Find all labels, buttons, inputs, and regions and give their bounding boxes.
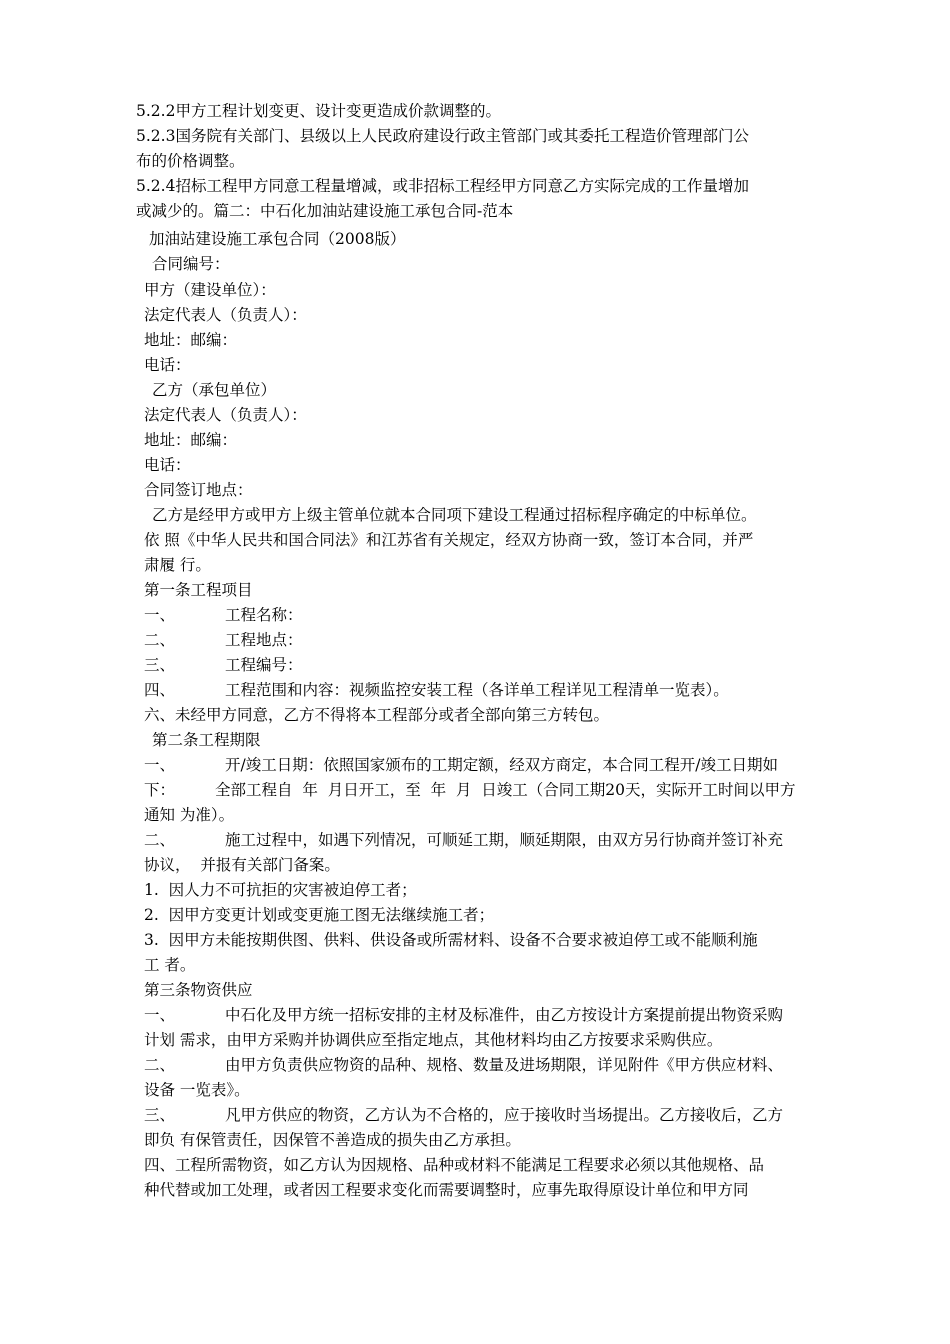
text-line: 计划 需求，由甲方采购并协调供应至指定地点，其他材料均由乙方按要求采购供应。 xyxy=(144,1031,723,1049)
text-line: 合同编号： xyxy=(152,255,230,273)
text-line: 通知 为准）。 xyxy=(144,806,235,824)
list-marker: 二、 xyxy=(144,1056,176,1074)
text-line: 法定代表人（负责人）： xyxy=(144,306,307,324)
text-line: 乙方（承包单位） xyxy=(152,381,277,399)
text-line: 设备 一览表》。 xyxy=(144,1081,250,1099)
list-item xyxy=(144,830,783,850)
list-marker: 一、 xyxy=(144,1006,176,1024)
text-line: 1. 因人力不可抗拒的灾害被迫停工者； xyxy=(144,881,417,899)
list-marker: 三、 xyxy=(144,656,176,674)
text-line: 5.2.3国务院有关部门、县级以上人民政府建设行政主管部门或其委托工程造价管理部门公 xyxy=(136,127,749,145)
text-line: 即负 有保管责任，因保管不善造成的损失由乙方承担。 xyxy=(144,1131,521,1149)
list-text: 工程名称： xyxy=(225,606,303,624)
text-line: 布的价格调整。 xyxy=(136,152,245,170)
text-line: 依 照《中华人民共和国合同法》和江苏省有关规定，经双方协商一致，签订本合同，并严 xyxy=(144,531,754,549)
text-line: 电话： xyxy=(144,456,191,474)
text-line: 地址：邮编： xyxy=(144,431,238,449)
list-text: 中石化及甲方统一招标安排的主材及标准件，由乙方按设计方案提前提出物资采购 xyxy=(225,1006,784,1024)
list-item xyxy=(144,1005,783,1025)
list-item xyxy=(144,680,729,700)
list-text: 开/竣工日期：依照国家颁布的工期定额，经双方商定，本合同工程开/竣工日期如 xyxy=(225,756,778,774)
list-marker: 三、 xyxy=(144,1106,176,1124)
list-marker: 一、 xyxy=(144,756,176,774)
text-line xyxy=(144,780,796,800)
list-marker: 二、 xyxy=(144,631,176,649)
text-line: 电话： xyxy=(144,356,191,374)
text-line: 甲方（建设单位）： xyxy=(144,281,276,299)
list-marker: 四、 xyxy=(144,681,176,699)
list-text: 施工过程中，如遇下列情况，可顺延工期，顺延期限，由双方另行协商并签订补充 xyxy=(225,831,784,849)
text-line: 2. 因甲方变更计划或变更施工图无法继续施工者； xyxy=(144,906,495,924)
text-line: 种代替或加工处理，或者因工程要求变化而需要调整时，应事先取得原设计单位和甲方同 xyxy=(144,1181,749,1199)
text-line: 第一条工程项目 xyxy=(144,581,253,599)
list-item xyxy=(144,1055,783,1075)
text-line: 工 者。 xyxy=(144,956,196,974)
text-line: 肃履 行。 xyxy=(144,556,211,574)
list-text: 工程地点： xyxy=(225,631,303,649)
text-line: 合同签订地点： xyxy=(144,481,253,499)
list-text: 下： xyxy=(144,781,176,799)
list-text: 工程范围和内容：视频监控安装工程（各详单工程详见工程清单一览表）。 xyxy=(225,681,729,699)
text-line: 3. 因甲方未能按期供图、供料、供设备或所需材料、设备不合要求被迫停工或不能顺利施 xyxy=(144,931,758,949)
text-line: 或减少的。篇二：中石化加油站建设施工承包合同-范本 xyxy=(136,202,514,220)
list-item xyxy=(144,655,303,675)
text-line: 法定代表人（负责人）： xyxy=(144,406,307,424)
text-line: 协议， 并报有关部门备案。 xyxy=(144,856,340,874)
text-line: 加油站建设施工承包合同（2008版） xyxy=(149,230,406,248)
text-line: 乙方是经甲方或甲方上级主管单位就本合同项下建设工程通过招标程序确定的中标单位。 xyxy=(152,506,757,524)
list-item xyxy=(144,1105,783,1125)
text-line: 第三条物资供应 xyxy=(144,981,253,999)
text-line: 第二条工程期限 xyxy=(152,731,261,749)
list-text: 全部工程自 年 月日开工，至 年 月 日竣工（合同工期20天，实际开工时间以甲方 xyxy=(215,781,796,799)
list-item xyxy=(144,755,778,775)
list-item xyxy=(144,605,303,625)
list-marker: 一、 xyxy=(144,606,176,624)
list-marker: 二、 xyxy=(144,831,176,849)
text-line: 地址：邮编： xyxy=(144,331,238,349)
list-text: 工程编号： xyxy=(225,656,303,674)
list-item xyxy=(144,630,303,650)
text-line: 四、工程所需物资，如乙方认为因规格、品种或材料不能满足工程要求必须以其他规格、品 xyxy=(144,1156,765,1174)
text-line: 5.2.4招标工程甲方同意工程量增减，或非招标工程经甲方同意乙方实际完成的工作量增加 xyxy=(136,177,749,195)
text-line: 5.2.2甲方工程计划变更、设计变更造成价款调整的。 xyxy=(136,102,501,120)
list-text: 由甲方负责供应物资的品种、规格、数量及进场期限，详见附件《甲方供应材料、 xyxy=(225,1056,784,1074)
text-line: 六、未经甲方同意，乙方不得将本工程部分或者全部向第三方转包。 xyxy=(144,706,610,724)
list-text: 凡甲方供应的物资，乙方认为不合格的，应于接收时当场提出。乙方接收后，乙方 xyxy=(225,1106,784,1124)
